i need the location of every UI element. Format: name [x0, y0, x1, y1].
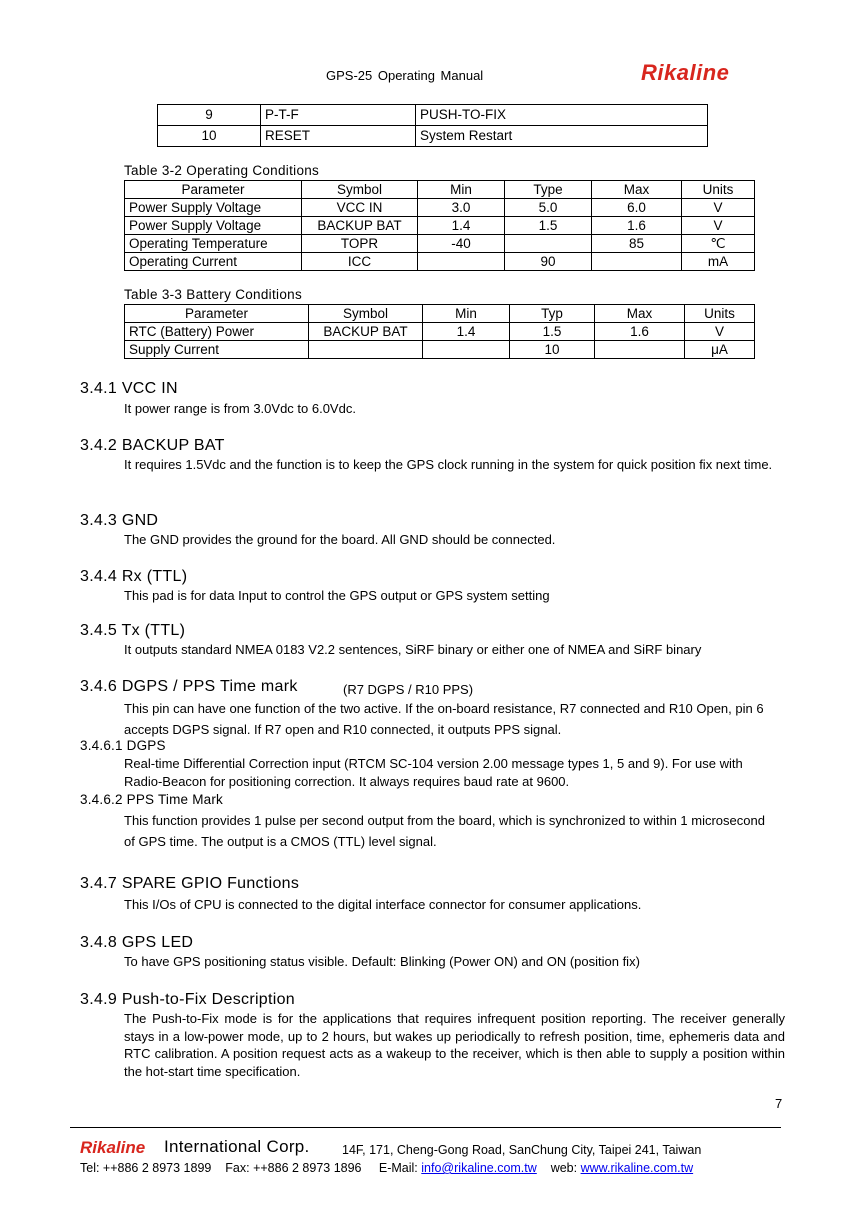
table-cell: BACKUP BAT: [309, 323, 423, 341]
column-header: Min: [423, 305, 510, 323]
table-cell: μA: [685, 341, 755, 359]
column-header: Parameter: [125, 305, 309, 323]
table-cell: [595, 341, 685, 359]
table-row: [125, 199, 755, 217]
table-cell: 9: [158, 105, 261, 126]
table-cell: Supply Current: [125, 341, 309, 359]
operating-conditions-table: [124, 180, 755, 271]
table-cell: Operating Temperature: [125, 235, 302, 253]
table-cell: Operating Current: [125, 253, 302, 271]
table-cell: 90: [505, 253, 592, 271]
table-row: [125, 253, 755, 271]
table-header-row: [125, 305, 755, 323]
section-text: The GND provides the ground for the board. All GND should be connected.: [124, 532, 556, 547]
footer-contact: [80, 1161, 693, 1175]
footer-brand-logo: Rikaline: [80, 1138, 146, 1157]
table-cell: RTC (Battery) Power: [125, 323, 309, 341]
table-cell: 1.6: [595, 323, 685, 341]
battery-conditions-table: [124, 304, 755, 359]
table-cell: 5.0: [505, 199, 592, 217]
table-cell: System Restart: [416, 126, 708, 147]
column-header: Units: [685, 305, 755, 323]
column-header: Max: [595, 305, 685, 323]
pin-table: [157, 104, 708, 147]
section-heading: 3.4.8 GPS LED: [80, 934, 194, 951]
table-row: [125, 323, 755, 341]
section-text: This function provides 1 pulse per second output from the board, which is synchronized to within 1 microsecond of GPS time. The output is a CMOS (TTL) level signal.: [124, 813, 765, 849]
table-cell: [505, 235, 592, 253]
table-cell: V: [682, 217, 755, 235]
table-cell: 1.4: [423, 323, 510, 341]
subsection-heading: 3.4.6.2 PPS Time Mark: [80, 792, 224, 807]
section-heading: 3.4.9 Push-to-Fix Description: [80, 991, 296, 1008]
table-cell: 3.0: [418, 199, 505, 217]
table-cell: [309, 341, 423, 359]
section-text: It requires 1.5Vdc and the function is to keep the GPS clock running in the system for quick position fix next time.: [124, 457, 773, 472]
table-cell: TOPR: [302, 235, 418, 253]
footer-web-link[interactable]: www.rikaline.com.tw: [580, 1161, 694, 1175]
section-heading: 3.4.7 SPARE GPIO Functions: [80, 875, 300, 892]
section-text: The Push-to-Fix mode is for the applications that requires infrequent position reporting. The receiver generally stays in a low-power mode, up to 2 hours, but wakes up periodically to refresh position, time, ephemeris data and RTC calibration. A position request acts as a wakeup to the receiver, which is then able to supply a position within the hot-start time specification.: [124, 1011, 785, 1079]
section-text: This pin can have one function of the two active. If the on-board resistance, R7 connected and R10 Open, pin 6 accepts DGPS signal. If R7 open and R10 connected, it outputs PPS signal.: [124, 701, 764, 737]
footer-address: 14F, 171, Cheng-Gong Road, SanChung City, Taipei 241, Taiwan: [342, 1143, 702, 1157]
table-cell: [592, 253, 682, 271]
brand-logo: Rikaline: [641, 60, 730, 85]
footer-web-label: web:: [550, 1161, 578, 1175]
table-cell: 1.4: [418, 217, 505, 235]
column-header: Min: [418, 181, 505, 199]
section-text: It outputs standard NMEA 0183 V2.2 sentences, SiRF binary or either one of NMEA and SiRF binary: [124, 642, 702, 657]
table-cell: Power Supply Voltage: [125, 217, 302, 235]
column-header: Max: [592, 181, 682, 199]
section-text: Real-time Differential Correction input (RTCM SC-104 version 2.00 message types 1, 5 and 9). For use with Radio-Beacon for positioning correction. It always requires baud rate at 9600.: [124, 756, 743, 789]
table-cell: RESET: [261, 126, 416, 147]
section-text: This I/Os of CPU is connected to the digital interface connector for consumer applications.: [124, 897, 642, 912]
table-row: [125, 217, 755, 235]
table-row: [158, 105, 708, 126]
table-cell: Power Supply Voltage: [125, 199, 302, 217]
document-title: GPS-25 Operating Manual: [326, 68, 484, 83]
section-note: (R7 DGPS / R10 PPS): [343, 682, 474, 697]
subsection-heading: 3.4.6.1 DGPS: [80, 738, 166, 753]
table-cell: 6.0: [592, 199, 682, 217]
table-cell: 1.5: [510, 323, 595, 341]
table-cell: [418, 253, 505, 271]
table-cell: 1.5: [505, 217, 592, 235]
page-number: 7: [775, 1096, 783, 1111]
footer-email-link[interactable]: info@rikaline.com.tw: [421, 1161, 537, 1175]
table-cell: ℃: [682, 235, 755, 253]
column-header: Typ: [510, 305, 595, 323]
table-cell: BACKUP BAT: [302, 217, 418, 235]
section-text: This pad is for data Input to control the GPS output or GPS system setting: [124, 588, 550, 603]
table-cell: [423, 341, 510, 359]
column-header: Type: [505, 181, 592, 199]
footer-company-name: International Corp.: [164, 1137, 310, 1156]
table-cell: V: [682, 199, 755, 217]
section-text: To have GPS positioning status visible. Default: Blinking (Power ON) and ON (position fix): [124, 954, 640, 969]
table-cell: 1.6: [592, 217, 682, 235]
footer-email-label: E-Mail:: [378, 1161, 418, 1175]
table-cell: PUSH-TO-FIX: [416, 105, 708, 126]
section-heading: 3.4.1 VCC IN: [80, 380, 178, 397]
section-heading: 3.4.4 Rx (TTL): [80, 568, 188, 585]
table-row: [158, 126, 708, 147]
table-row: [125, 341, 755, 359]
footer-tel: Tel: ++886 2 8973 1899: [80, 1161, 212, 1175]
table-cell: -40: [418, 235, 505, 253]
table-cell: 10: [510, 341, 595, 359]
section-heading: 3.4.2 BACKUP BAT: [80, 437, 225, 454]
table-header-row: [125, 181, 755, 199]
table-caption: Table 3-3 Battery Conditions: [124, 287, 302, 302]
footer-divider: [70, 1127, 781, 1128]
table-cell: mA: [682, 253, 755, 271]
section-heading: 3.4.3 GND: [80, 512, 159, 529]
footer-fax: Fax: ++886 2 8973 1896: [225, 1161, 362, 1175]
table-cell: V: [685, 323, 755, 341]
table-cell: VCC IN: [302, 199, 418, 217]
table-row: [125, 235, 755, 253]
section-heading: 3.4.5 Tx (TTL): [80, 622, 186, 639]
table-cell: 10: [158, 126, 261, 147]
section-text: It power range is from 3.0Vdc to 6.0Vdc.: [124, 401, 356, 416]
column-header: Symbol: [309, 305, 423, 323]
column-header: Parameter: [125, 181, 302, 199]
table-cell: ICC: [302, 253, 418, 271]
table-cell: P-T-F: [261, 105, 416, 126]
table-cell: 85: [592, 235, 682, 253]
table-caption: Table 3-2 Operating Conditions: [124, 163, 320, 178]
column-header: Symbol: [302, 181, 418, 199]
section-heading: 3.4.6 DGPS / PPS Time mark: [80, 678, 298, 695]
column-header: Units: [682, 181, 755, 199]
